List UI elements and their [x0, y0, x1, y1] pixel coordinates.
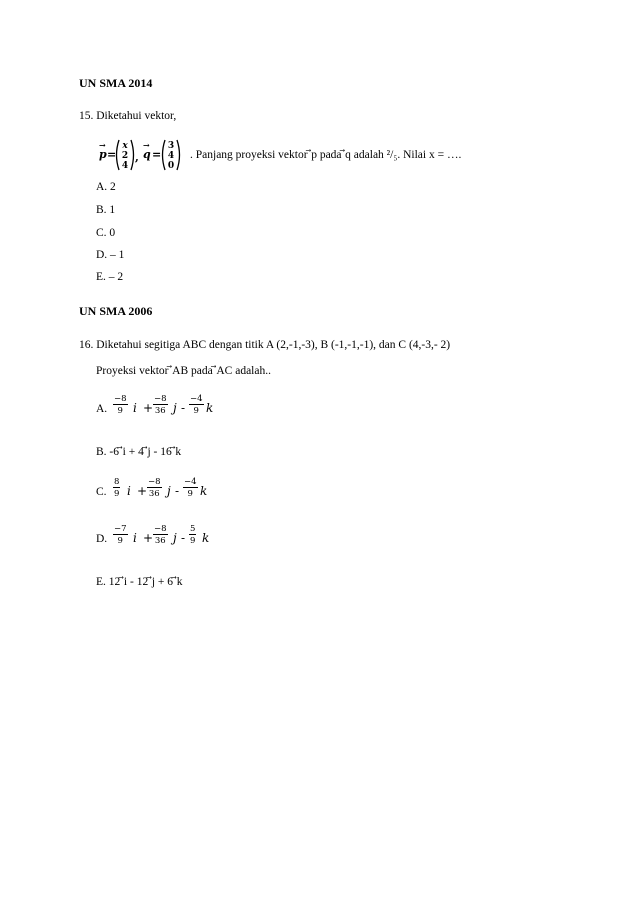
option-16-a-k: k	[206, 401, 214, 415]
option-16-a-i-fraction: $\frac{-8}{9}$	[114, 394, 127, 416]
option-15-a: A. 2	[96, 181, 116, 193]
svg-text:,: ,	[135, 151, 139, 164]
question-16-line1: 16. Diketahui segitiga ABC dengan titik A (2,-1,-3), B (-1,-1,-1), dan C (4,-3,- 2)	[79, 339, 451, 351]
option-16-c-k: k	[200, 484, 208, 498]
option-16-a-minus: -	[181, 401, 186, 415]
vector-q-component: 4	[167, 151, 175, 161]
option-16-c-k-fraction: $\frac{-4}{9}$	[184, 477, 197, 499]
section2-heading: UN SMA 2006	[79, 304, 153, 318]
option-16-a-j: j	[173, 401, 177, 415]
option-15-d: D. – 1	[96, 249, 125, 261]
option-16-d-plus: +	[143, 531, 154, 545]
svg-text:→: →	[143, 140, 150, 150]
option-16-c-minus: -	[175, 484, 180, 498]
option-16-c-plus: +	[137, 484, 148, 498]
option-16-c-j: j	[167, 484, 171, 498]
svg-text:=: =	[107, 148, 117, 161]
vector-q-label: q	[143, 148, 151, 161]
svg-text:=: =	[152, 148, 162, 161]
question-15-prompt: . Panjang proyeksi vektor ⃗p pada ⃗q adalah ²/₅. Nilai x = ….	[190, 149, 462, 161]
option-16-d-label: D.	[96, 533, 108, 545]
option-16-d-j: j	[173, 531, 177, 545]
vector-p-label: p	[99, 148, 107, 161]
vector-definition-image	[97, 137, 193, 173]
option-16-b: B. -6 ⃗i + 4 ⃗j - 16 ⃗k	[96, 446, 182, 458]
vector-p-component: x	[122, 141, 128, 151]
svg-text:→: →	[99, 140, 106, 150]
option-16-d-i-fraction: $\frac{-7}{9}$	[114, 524, 127, 546]
option-16-a-j-fraction: $\frac{-8}{36}$	[154, 394, 167, 416]
option-16-c-i: i	[127, 484, 131, 498]
option-16-a-k-fraction: $\frac{-4}{9}$	[190, 394, 203, 416]
option-16-d-i: i	[133, 531, 137, 545]
vector-q-component: 0	[167, 161, 175, 171]
question-16-line2: Proyeksi vektor ⃗AB pada ⃗AC adalah..	[96, 365, 271, 377]
option-15-e: E. – 2	[96, 271, 124, 283]
vector-p-component: 2	[121, 151, 129, 161]
option-16-a-label: A.	[96, 403, 108, 415]
vector-q-component: 3	[167, 141, 175, 151]
option-15-b: B. 1	[96, 204, 116, 216]
section1-heading: UN SMA 2014	[79, 76, 153, 90]
option-16-d-k-fraction: $\frac{5}{9}$	[190, 524, 196, 546]
option-16-d-k: k	[202, 531, 210, 545]
option-16-d-minus: -	[181, 531, 186, 545]
option-16-a-i: i	[133, 401, 137, 415]
option-16-a-plus: +	[143, 401, 154, 415]
option-16-c-label: C.	[96, 486, 107, 498]
option-15-c: C. 0	[96, 227, 116, 239]
vector-p-component: 4	[121, 161, 129, 171]
option-16-e: E. 12 ⃗i - 12 ⃗j + 6 ⃗k	[96, 576, 183, 588]
option-16-c-j-fraction: $\frac{-8}{36}$	[148, 477, 161, 499]
option-16-d-j-fraction: $\frac{-8}{36}$	[154, 524, 167, 546]
option-16-c-i-fraction: $\frac{8}{9}$	[114, 477, 120, 499]
question-15-text: 15. Diketahui vektor,	[79, 110, 177, 122]
